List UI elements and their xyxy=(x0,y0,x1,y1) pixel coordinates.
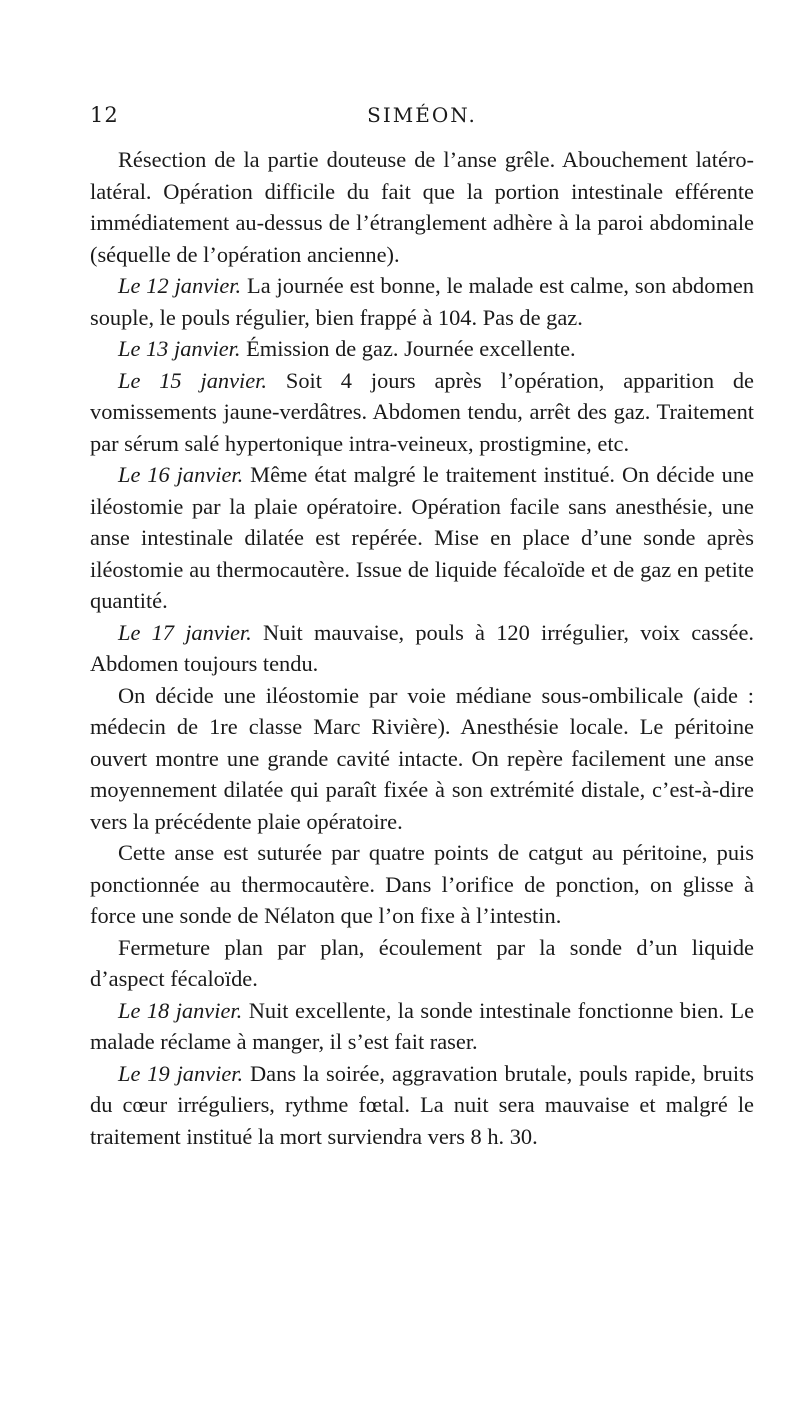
date-heading: Le 19 janvier. xyxy=(118,1060,244,1086)
paragraph xyxy=(90,932,754,995)
date-heading: Le 18 janvier. xyxy=(118,997,243,1023)
page-number: 12 xyxy=(90,103,119,127)
paragraph-text: La journée est bonne, le malade est calme, son abdomen souple, le pouls régulier, bien frappé à 104. Pas de gaz. xyxy=(90,273,754,330)
paragraph-text: On décide une iléostomie par voie médiane sous-ombilicale (aide : médecin de 1re classe Marc Rivière). Anesthésie locale. Le péritoine ouvert montre une grande cavité intacte. On repère facilement une anse moyennement dilatée qui paraît fixée à son extrémité distale, c’est-à-dire vers la précédente plaie opératoire. xyxy=(90,682,754,834)
paragraph-text: Fermeture plan par plan, écoulement par la sonde d’un liquide d’aspect fécaloïde. xyxy=(90,934,754,991)
paragraph xyxy=(90,459,754,617)
date-heading: Le 17 janvier. xyxy=(118,619,252,645)
paragraph-text: Nuit excellente, la sonde intestinale fonctionne bien. Le malade réclame à manger, il s’est fait raser. xyxy=(90,997,755,1054)
paragraph xyxy=(90,617,754,680)
date-heading: Le 16 janvier. xyxy=(118,462,244,487)
paragraph xyxy=(90,680,754,838)
paragraph-text: Soit 4 jours après l’opération, apparition de vomissements jaune-verdâtres. Abdomen tendu, arrêt des gaz. Traitement par sérum salé hypertonique intra-veineux, prostigmine, etc. xyxy=(90,367,754,456)
paragraph-text: Émission de gaz. Journée excellente. xyxy=(246,336,576,361)
paragraph xyxy=(90,333,754,365)
paragraph xyxy=(90,1058,754,1153)
paragraph xyxy=(90,837,754,932)
body-text xyxy=(90,144,754,1152)
running-title: SIMÉON. xyxy=(367,103,477,127)
paragraph-text: Même état malgré le traitement institué. On décide une iléostomie par la plaie opératoire. Opération facile sans anesthésie, une anse intestinale dilatée est repérée. Mise en place d’une sonde après iléostomie au thermocautère. Issue de liquide fécaloïde et de gaz en petite quantité. xyxy=(90,462,754,613)
paragraph xyxy=(90,270,754,333)
date-heading: Le 13 janvier. xyxy=(118,336,241,361)
paragraph xyxy=(90,144,754,270)
paragraph xyxy=(90,365,754,460)
date-heading: Le 15 janvier. xyxy=(118,367,268,393)
paragraph-text: Nuit mauvaise, pouls à 120 irrégulier, voix cassée. Abdomen toujours tendu. xyxy=(90,619,754,676)
paragraph xyxy=(90,995,754,1058)
date-heading: Le 12 janvier. xyxy=(118,273,242,298)
paragraph-text: Cette anse est suturée par quatre points de catgut au péritoine, puis ponctionnée au thermocautère. Dans l’orifice de ponction, on glisse à force une sonde de Nélaton que l’on fixe à l’intestin. xyxy=(90,840,754,928)
paragraph-text: Résection de la partie douteuse de l’anse grêle. Abouchement latéro-latéral. Opération difficile du fait que la portion intestinale efférente immédiatement au-dessus de l’étranglement adhère à la paroi abdominale (séquelle de l’opération ancienne). xyxy=(90,147,754,267)
page-header xyxy=(90,103,754,133)
paragraph-text: Dans la soirée, aggravation brutale, pouls rapide, bruits du cœur irréguliers, rythme fœtal. La nuit sera mauvaise et malgré le traitement institué la mort surviendra vers 8 h. 30. xyxy=(90,1060,755,1149)
